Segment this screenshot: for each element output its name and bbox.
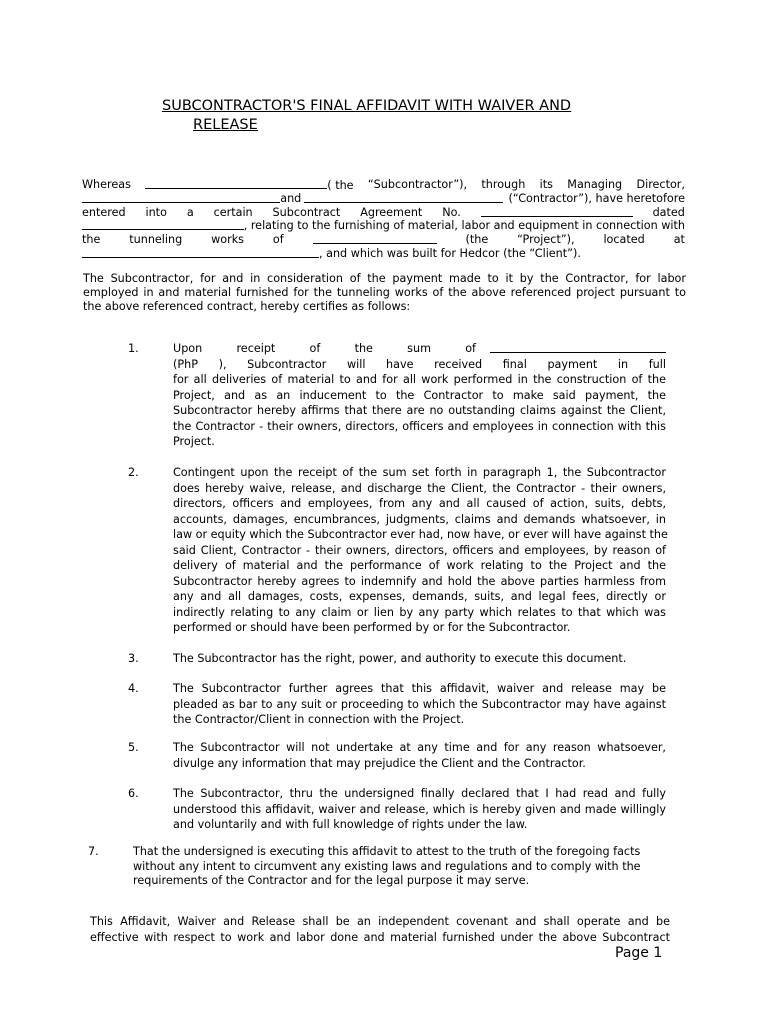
list-item-number: 6. [128,787,139,800]
list-item-text [173,681,666,728]
date-blank [82,219,244,230]
title-line-1: SUBCONTRACTOR'S FINAL AFFIDAVIT WITH WAIVER AND [162,98,572,114]
item-line-text: Upon receipt of the sum of [173,342,476,355]
closing-paragraph [90,914,670,946]
whereas-word: works [211,233,245,247]
whereas-line-3 [82,206,685,220]
whereas-word: Subcontract [272,205,341,219]
item-line: requirements of the Contractor and for the legal purpose it may serve. [133,874,530,887]
list-item-number: 4. [128,682,139,695]
intro-line: The Subcontractor, for and in consideration of the payment made to it by the Contractor, for labor [83,272,686,285]
item-line: The Subcontractor has the right, power, and authority to execute this document. [173,652,627,665]
whereas-word: ( the [327,179,354,192]
whereas-word: (“Contractor”), have heretofore [508,191,685,205]
whereas-word: Managing [567,178,623,191]
item-line: Project. [173,435,215,448]
whereas-word: “Project”), [517,233,575,247]
list-item-number: 5. [128,741,139,754]
project-name-blank [313,233,437,244]
document-title [162,97,662,135]
whereas-line-6 [82,247,685,261]
item-line: the Contractor/Client in connection with the Project. [173,713,465,726]
whereas-line-1 [82,178,685,192]
whereas-word: No. [442,205,461,219]
item-line: Subcontractor hereby agrees to indemnify and hold the above parties harmless from [173,574,666,588]
item-line: without any intent to circumvent any existing laws and regulations and to comply with the [133,859,641,873]
intro-line: employed in and material furnished for the tunneling works of the above referenced project pursuant to [83,285,686,299]
item-line: accounts, damages, encumbrances, judgments, claims and demands whatsoever, in [173,512,666,526]
item-line: divulge any information that may prejudice the Client and the Contractor. [173,756,586,770]
whereas-text: , and which was built for Hedcor (the “Client”). [319,246,581,260]
list-item-number: 2. [128,466,139,479]
intro-paragraph [83,272,686,313]
item-line: The Subcontractor further agrees that this affidavit, waiver and release may be [173,682,666,695]
item-line: law or equity which the Subcontractor ever had, now have, or ever will have against the [173,528,668,541]
whereas-word: through [481,178,526,191]
whereas-line-5 [82,233,685,247]
whereas-word: entered [82,205,126,219]
page-number: Page 1 [615,945,663,961]
whereas-word: its [539,178,553,191]
item-line [173,341,666,357]
list-item-text [173,465,666,636]
item-line: Project, and as an inducement to the Contractor to make said payment, the [173,388,666,402]
item-line: the Contractor - their owners, directors, officers and employees in connection with this [173,419,666,433]
item-line: directors, officers and employees, from any and all caused of action, suits, debts, [173,497,666,510]
item-line: said Client, Contractor - their owners, directors, officers and employees, by reason of [173,543,666,557]
list-item-number: 7. [88,845,99,858]
item-line: (PhP ), Subcontractor will have received final payment in full [173,357,666,371]
item-line: delivery of material and the performance of work relating to the Project and the [173,559,666,572]
whereas-word: a [186,205,194,219]
subcontractor-name-blank [145,178,327,189]
item-line: Subcontractor hereby affirms that there are no outstanding claims against the Client, [173,404,666,417]
list-item-text [173,651,666,667]
whereas-word: (the [465,233,489,247]
whereas-word: at [673,233,685,247]
whereas-line-2 [82,192,685,206]
whereas-word: Director, [636,178,685,191]
item-line: any and all damages, costs, expenses, demands, suits, and legal fees, directly or [173,590,666,603]
list-item-text [173,740,666,771]
whereas-word: “Subcontractor”), [367,178,468,191]
closing-line: effective with respect to work and labor done and material furnished under the above Subcontract [90,931,670,944]
item-line: pleaded as bar to any suit or proceeding to which the Subcontractor may have against [173,697,666,711]
whereas-word: and [280,191,302,205]
agreement-number-blank [481,206,633,217]
whereas-word: the [82,233,101,247]
whereas-text: , relating to the furnishing of material, labor and equipment in connection with [243,219,685,233]
closing-line: This Affidavit, Waiver and Release shall be an independent covenant and shall operate and be [90,915,670,928]
list-item-number: 1. [128,342,139,355]
whereas-word: located [603,233,645,247]
whereas-word: Whereas [82,178,131,191]
item-line: performed or should have been performed by or for the Subcontractor. [173,621,571,634]
location-blank [82,247,319,258]
item-line: Contingent upon the receipt of the sum set forth in paragraph 1, the Subcontractor [173,466,666,479]
director-name-blank [82,192,280,203]
item-line: That the undersigned is executing this affidavit to attest to the truth of the foregoing facts [133,845,641,858]
whereas-word: Agreement [360,205,423,219]
contractor-name-blank [304,192,503,203]
list-item-text [133,845,678,889]
intro-line: the above referenced contract, hereby certifies as follows: [83,299,411,313]
item-line: understood this affidavit, waiver and release, which is hereby given and made willingly [173,802,666,816]
sum-blank [490,342,666,353]
list-item-number: 3. [128,652,139,665]
item-line: indirectly relating to any claim or lien by any party which relates to that which was [173,605,666,619]
whereas-word: of [272,233,284,247]
whereas-word: dated [652,205,685,219]
item-line: and voluntarily and with full knowledge of rights under the law. [173,818,528,831]
list-item-text [173,341,666,450]
whereas-word: certain [213,205,253,219]
item-line: The Subcontractor will not undertake at any time and for any reason whatsoever, [173,741,666,754]
whereas-word: tunneling [129,233,183,247]
item-line: The Subcontractor, thru the undersigned finally declared that I had read and fully [173,787,666,800]
title-line-2: RELEASE [193,117,258,133]
whereas-line-4 [82,219,685,233]
whereas-clause [82,178,685,261]
list-item-text [173,786,666,833]
whereas-word: into [145,205,167,219]
item-line: for all deliveries of material to and for all work performed in the construction of the [173,373,666,386]
item-line: does hereby waive, release, and discharge the Client, the Contractor - their owners, [173,481,666,495]
